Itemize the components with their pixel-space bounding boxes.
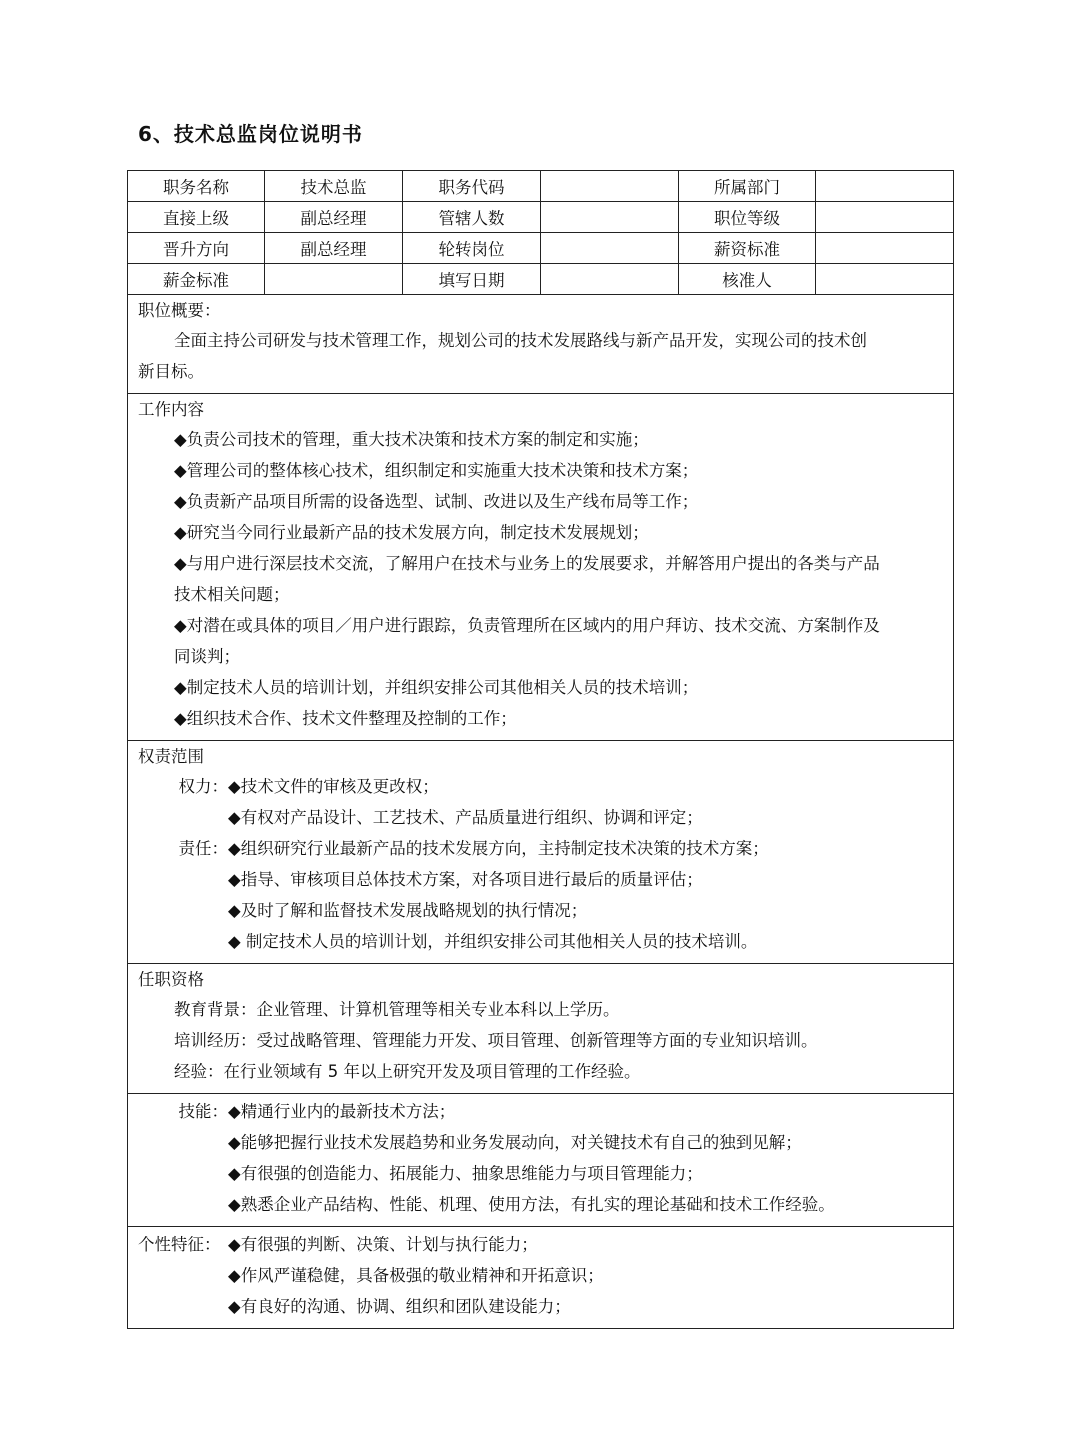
experience-text: 经验：在行业领域有 5 年以上研究开发及项目管理的工作经验。 (174, 1062, 641, 1081)
work-item: ◆组织技术合作、技术文件整理及控制的工作； (174, 709, 517, 728)
qualification-heading: 任职资格 (138, 970, 204, 989)
authority-section (128, 741, 954, 964)
skills-label: 技能： (178, 1102, 228, 1121)
work-item: ◆对潜在或具体的项目／用户进行跟踪，负责管理所在区域内的用户拜访、技术交流、方案制作及 (174, 616, 880, 635)
skills-section (128, 1094, 954, 1227)
work-item: 技术相关问题； (174, 585, 290, 604)
document-title: 6、技术总监岗位说明书 (138, 122, 363, 146)
value-cell (265, 264, 403, 295)
work-item: ◆负责公司技术的管理，重大技术决策和技术方案的制定和实施； (174, 430, 649, 449)
label-cell: 填写日期 (403, 264, 541, 295)
value-cell (541, 202, 679, 233)
duty-item: ◆及时了解和监督技术发展战略规划的执行情况； (228, 901, 588, 920)
value-cell (816, 264, 954, 295)
work-item: ◆与用户进行深层技术交流，了解用户在技术与业务上的发展要求，并解答用户提出的各类与产品 (174, 554, 880, 573)
personality-item: ◆有很强的判断、决策、计划与执行能力； (228, 1235, 538, 1254)
personality-item: ◆作风严谨稳健，具备极强的敬业精神和开拓意识； (228, 1266, 604, 1285)
label-cell: 管辖人数 (403, 202, 541, 233)
duty-item: ◆ 制定技术人员的培训计划，并组织安排公司其他相关人员的技术培训。 (228, 932, 758, 951)
authority-heading: 权责范围 (138, 747, 204, 766)
label-cell: 核准人 (679, 264, 816, 295)
label-cell: 轮转岗位 (403, 233, 541, 264)
work-item: ◆研究当今同行业最新产品的技术发展方向，制定技术发展规划； (174, 523, 649, 542)
overview-heading: 职位概要： (138, 301, 221, 320)
label-cell: 薪金标准 (128, 264, 265, 295)
power-item: ◆技术文件的审核及更改权； (228, 777, 439, 796)
power-item: ◆有权对产品设计、工艺技术、产品质量进行组织、协调和评定； (228, 808, 703, 827)
label-cell: 职务名称 (128, 171, 265, 202)
personality-label: 个性特征： (138, 1235, 221, 1254)
value-cell: 副总经理 (265, 202, 403, 233)
work-item: ◆制定技术人员的培训计划，并组织安排公司其他相关人员的技术培训； (174, 678, 699, 697)
value-cell: 副总经理 (265, 233, 403, 264)
value-cell (816, 202, 954, 233)
value-cell: 技术总监 (265, 171, 403, 202)
label-cell: 所属部门 (679, 171, 816, 202)
training-text: 培训经历：受过战略管理、管理能力开发、项目管理、创新管理等方面的专业知识培训。 (174, 1031, 818, 1050)
overview-text-line: 新目标。 (138, 362, 204, 381)
skill-item: ◆精通行业内的最新技术方法； (228, 1102, 456, 1121)
work-item: 同谈判； (174, 647, 240, 666)
overview-text-line: 全面主持公司研发与技术管理工作，规划公司的技术发展路线与新产品开发，实现公司的技术创 (174, 331, 867, 350)
duty-item: ◆指导、审核项目总体技术方案，对各项目进行最后的质量评估； (228, 870, 703, 889)
skill-item: ◆熟悉企业产品结构、性能、机理、使用方法，有扎实的理论基础和技术工作经验。 (228, 1195, 835, 1214)
label-cell: 职位等级 (679, 202, 816, 233)
table-row (128, 233, 954, 264)
table-row (128, 202, 954, 233)
education-text: 教育背景：企业管理、计算机管理等相关专业本科以上学历。 (174, 1000, 620, 1019)
value-cell (541, 171, 679, 202)
skill-item: ◆能够把握行业技术发展趋势和业务发展动向，对关键技术有自己的独到见解； (228, 1133, 802, 1152)
value-cell (541, 233, 679, 264)
qualification-section (128, 964, 954, 1094)
power-label: 权力： (178, 777, 228, 796)
work-section (128, 394, 954, 741)
work-item: ◆负责新产品项目所需的设备选型、试制、改进以及生产线布局等工作； (174, 492, 699, 511)
overview-section (128, 295, 954, 394)
label-cell: 晋升方向 (128, 233, 265, 264)
table-row (128, 264, 954, 295)
work-item: ◆管理公司的整体核心技术，组织制定和实施重大技术决策和技术方案； (174, 461, 699, 480)
duty-item: ◆组织研究行业最新产品的技术发展方向，主持制定技术决策的技术方案； (228, 839, 769, 858)
table-row (128, 171, 954, 202)
job-description-table (127, 170, 954, 1329)
label-cell: 薪资标准 (679, 233, 816, 264)
label-cell: 职务代码 (403, 171, 541, 202)
duty-label: 责任： (178, 839, 228, 858)
value-cell (541, 264, 679, 295)
personality-section (128, 1227, 954, 1329)
value-cell (816, 171, 954, 202)
work-heading: 工作内容 (138, 400, 204, 419)
skill-item: ◆有很强的创造能力、拓展能力、抽象思维能力与项目管理能力； (228, 1164, 703, 1183)
value-cell (816, 233, 954, 264)
label-cell: 直接上级 (128, 202, 265, 233)
personality-item: ◆有良好的沟通、协调、组织和团队建设能力； (228, 1297, 571, 1316)
